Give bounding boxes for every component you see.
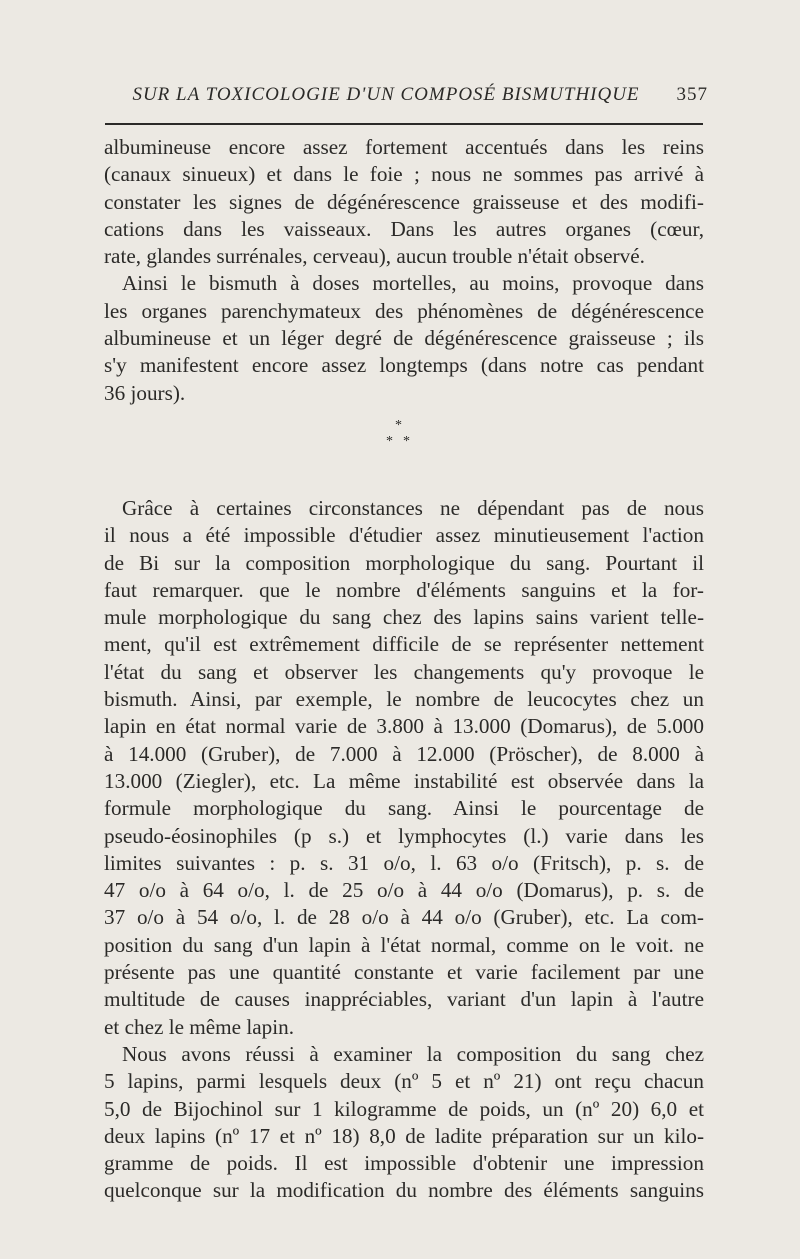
text-line: position du sang d'un lapin à l'état normal, comme on le voit. ne bbox=[104, 932, 704, 957]
text-line: multitude de causes inappréciables, variant d'un lapin à l'autre bbox=[104, 987, 704, 1012]
paragraph-2 bbox=[104, 270, 704, 406]
text-line: limites suivantes : p. s. 31 o/o, l. 63 o/o (Fritsch), p. s. de bbox=[104, 850, 704, 875]
text-line: 47 o/o à 64 o/o, l. de 25 o/o à 44 o/o (Domarus), p. s. de bbox=[104, 878, 704, 903]
page-number: 357 bbox=[676, 84, 708, 105]
section-separator bbox=[104, 407, 704, 495]
text-line: lapin en état normal varie de 3.800 à 13.000 (Domarus), de 5.000 bbox=[104, 714, 704, 739]
text-line: 13.000 (Ziegler), etc. La même instabilité est observée dans la bbox=[104, 768, 704, 793]
text-line: bismuth. Ainsi, par exemple, le nombre de leucocytes chez un bbox=[104, 687, 704, 712]
running-title: SUR LA TOXICOLOGIE D'UN COMPOSÉ BISMUTHIQUE bbox=[132, 84, 640, 105]
paragraph-3 bbox=[104, 495, 704, 1041]
text-line: (canaux sinueux) et dans le foie ; nous ne sommes pas arrivé à bbox=[104, 162, 704, 187]
text-line: les organes parenchymateux des phénomènes de dégénérescence bbox=[104, 298, 704, 323]
text-line: Nous avons réussi à examiner la composition du sang chez bbox=[122, 1041, 704, 1066]
text-line: mule morphologique du sang chez des lapins sains varient telle- bbox=[104, 605, 704, 630]
text-line: faut remarquer. que le nombre d'éléments sanguins et la for- bbox=[104, 577, 704, 602]
text-line: quelconque sur la modification du nombre des éléments sanguins bbox=[104, 1178, 704, 1203]
text-line: constater les signes de dégénérescence graisseuse et des modifi- bbox=[104, 189, 704, 214]
asterisk: * bbox=[395, 417, 402, 433]
text-line: et chez le même lapin. bbox=[104, 1014, 295, 1039]
paragraph-1 bbox=[104, 134, 704, 270]
text-line: deux lapins (nº 17 et nº 18) 8,0 de ladite préparation sur un kilo- bbox=[104, 1123, 704, 1148]
text-line: Grâce à certaines circonstances ne dépendant pas de nous bbox=[122, 495, 704, 520]
text-line: rate, glandes surrénales, cerveau), aucun trouble n'était observé. bbox=[104, 244, 645, 269]
text-line: albumineuse et un léger degré de dégénérescence graisseuse ; ils bbox=[104, 326, 704, 351]
text-line: pseudo-éosinophiles (p s.) et lymphocytes (l.) varie dans les bbox=[104, 823, 704, 848]
text-line: cations dans les vaisseaux. Dans les autres organes (cœur, bbox=[104, 216, 704, 241]
text-line: formule morphologique du sang. Ainsi le pourcentage de bbox=[104, 796, 704, 821]
header-rule bbox=[105, 123, 703, 125]
asterisk: * bbox=[403, 433, 410, 449]
asterisk: * bbox=[386, 433, 393, 449]
text-line: ment, qu'il est extrêmement difficile de se représenter nettement bbox=[104, 632, 704, 657]
running-header bbox=[108, 84, 708, 106]
page-body bbox=[104, 134, 704, 1205]
text-line: 5,0 de Bijochinol sur 1 kilogramme de poids, un (nº 20) 6,0 et bbox=[104, 1096, 704, 1121]
text-line: présente pas une quantité constante et varie facilement par une bbox=[104, 960, 704, 985]
text-line: à 14.000 (Gruber), de 7.000 à 12.000 (Pröscher), de 8.000 à bbox=[104, 741, 704, 766]
text-line: l'état du sang et observer les changements qu'y provoque le bbox=[104, 659, 704, 684]
text-line: albumineuse encore assez fortement accentués dans les reins bbox=[104, 135, 704, 159]
text-line: 36 jours). bbox=[104, 380, 186, 405]
text-line: gramme de poids. Il est impossible d'obtenir une impression bbox=[104, 1151, 704, 1176]
paragraph-4 bbox=[104, 1041, 704, 1205]
text-line: s'y manifestent encore assez longtemps (dans notre cas pendant bbox=[104, 353, 704, 378]
text-line: Ainsi le bismuth à doses mortelles, au moins, provoque dans bbox=[122, 271, 704, 296]
text-line: il nous a été impossible d'étudier assez minutieusement l'action bbox=[104, 523, 704, 548]
text-line: de Bi sur la composition morphologique du sang. Pourtant il bbox=[104, 550, 704, 575]
text-line: 37 o/o à 54 o/o, l. de 28 o/o à 44 o/o (Gruber), etc. La com- bbox=[104, 905, 704, 930]
text-line: 5 lapins, parmi lesquels deux (nº 5 et nº 21) ont reçu chacun bbox=[104, 1069, 704, 1094]
